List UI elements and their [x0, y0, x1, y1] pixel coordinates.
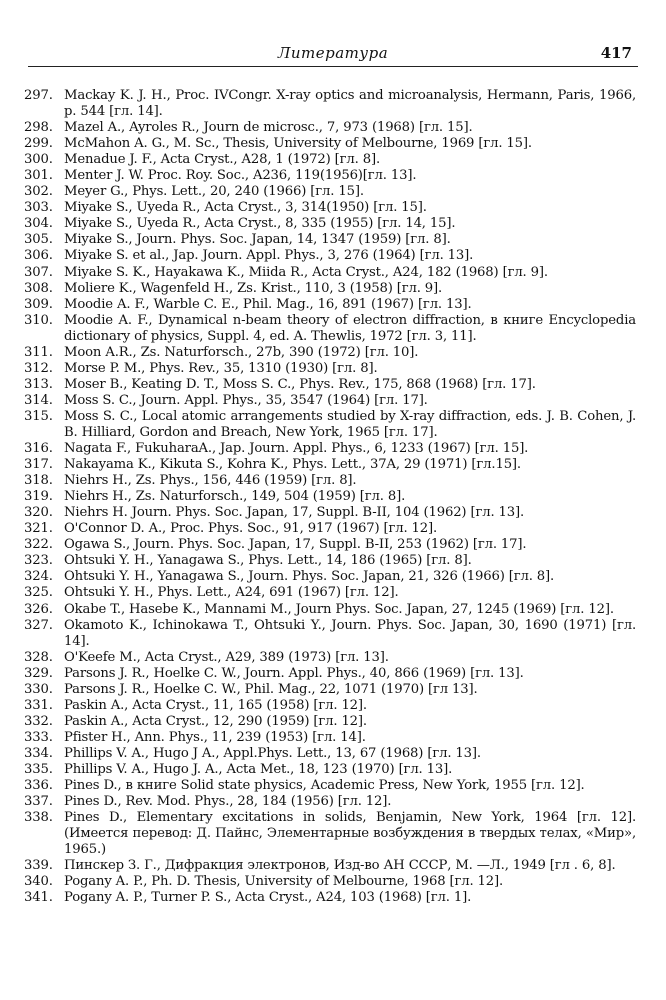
reference-entry [24, 200, 636, 216]
reference-entry [24, 746, 636, 762]
reference-text: Menadue J. F., Acta Cryst., A28, 1 (1972) [гл. 8]. [64, 152, 381, 168]
reference-text: Phillips V. A., Hugo J A., Appl.Phys. Lett., 13, 67 (1968) [гл. 13]. [64, 745, 481, 761]
page-number: 417 [600, 44, 632, 62]
reference-entry [24, 377, 636, 393]
reference-text: Menter J. W. Proc. Roy. Soc., A236, 119(1956)[гл. 13]. [64, 168, 417, 184]
reference-text: Okabe T., Hasebe K., Mannami M., Journ Phys. Soc. Japan, 27, 1245 (1969) [гл. 12]. [64, 601, 614, 617]
reference-number: 329. [24, 665, 53, 681]
reference-entry [24, 265, 636, 281]
reference-number: 335. [24, 761, 53, 777]
reference-number: 300. [24, 152, 53, 168]
reference-text: Pfister H., Ann. Phys., 11, 239 (1953) [гл. 14]. [64, 729, 366, 745]
reference-entry [24, 88, 636, 120]
reference-text: Moliere K., Wagenfeld H., Zs. Krist., 110, 3 (1958) [гл. 9]. [64, 280, 443, 296]
reference-entry [24, 714, 636, 730]
reference-entry [24, 441, 636, 457]
reference-number: 324. [24, 569, 53, 585]
reference-number: 309. [24, 296, 53, 312]
reference-entry [24, 553, 636, 569]
reference-number: 299. [24, 136, 53, 152]
reference-entry [24, 409, 636, 441]
reference-text: Miyake S., Journ. Phys. Soc. Japan, 14, 1347 (1959) [гл. 8]. [64, 232, 451, 248]
reference-number: 304. [24, 216, 53, 232]
reference-entry [24, 874, 636, 890]
reference-entry [24, 281, 636, 297]
reference-entry [24, 537, 636, 553]
reference-text: Parsons J. R., Hoelke C. W., Phil. Mag., 22, 1071 (1970) [гл 13]. [64, 681, 478, 697]
reference-text: Pines D., Rev. Mod. Phys., 28, 184 (1956) [гл. 12]. [64, 794, 392, 810]
reference-entry [24, 232, 636, 248]
reference-number: 312. [24, 360, 53, 376]
reference-entry [24, 618, 636, 650]
reference-entry [24, 778, 636, 794]
reference-number: 315. [24, 408, 53, 424]
reference-number: 307. [24, 264, 53, 280]
reference-entry [24, 666, 636, 682]
reference-number: 302. [24, 184, 53, 200]
reference-entry [24, 890, 636, 906]
reference-text: McMahon A. G., M. Sc., Thesis, University of Melbourne, 1969 [гл. 15]. [64, 136, 532, 152]
reference-text: Ohtsuki Y. H., Yanagawa S., Phys. Lett., 14, 186 (1965) [гл. 8]. [64, 553, 472, 569]
reference-text: Ohtsuki Y. H., Phys. Lett., A24, 691 (1967) [гл. 12]. [64, 585, 399, 601]
reference-number: 326. [24, 601, 53, 617]
reference-text: Niehrs H., Zs. Phys., 156, 446 (1959) [гл. 8]. [64, 473, 357, 489]
reference-entry [24, 393, 636, 409]
reference-text: Niehrs H. Journ. Phys. Soc. Japan, 17, Suppl. B-II, 104 (1962) [гл. 13]. [64, 505, 525, 521]
reference-number: 319. [24, 489, 53, 505]
reference-entry [24, 473, 636, 489]
reference-number: 308. [24, 280, 53, 296]
reference-text: Pines D., в книге Solid state physics, Academic Press, New York, 1955 [гл. 12]. [64, 778, 585, 794]
reference-number: 301. [24, 168, 53, 184]
reference-text: Moon A.R., Zs. Naturforsch., 27b, 390 (1972) [гл. 10]. [64, 344, 419, 360]
reference-text: Meyer G., Phys. Lett., 20, 240 (1966) [гл. 15]. [64, 184, 364, 200]
reference-entry [24, 521, 636, 537]
reference-text: Moser B., Keating D. T., Moss S. C., Phys. Rev., 175, 868 (1968) [гл. 17]. [64, 376, 536, 392]
reference-text: Paskin A., Acta Cryst., 12, 290 (1959) [гл. 12]. [64, 713, 367, 729]
reference-number: 313. [24, 376, 53, 392]
reference-number: 306. [24, 248, 53, 264]
reference-number: 334. [24, 745, 53, 761]
reference-text: O'Connor D. A., Proc. Phys. Soc., 91, 917 (1967) [гл. 12]. [64, 521, 438, 537]
reference-entry [24, 152, 636, 168]
reference-number: 325. [24, 585, 53, 601]
reference-entry [24, 361, 636, 377]
reference-number: 330. [24, 681, 53, 697]
reference-entry [24, 602, 636, 618]
reference-text: Moss S. C., Local atomic arrangements studied by X-ray diffraction, eds. J. B. Cohen, J. B. Hilliard, Gordon and Breach, New York, 1965 [гл. 17]. [64, 408, 636, 440]
reference-entry [24, 569, 636, 585]
reference-list [24, 88, 636, 906]
reference-entry [24, 794, 636, 810]
running-header [28, 40, 638, 67]
reference-number: 336. [24, 778, 53, 794]
reference-text: Morse P. M., Phys. Rev., 35, 1310 (1930) [гл. 8]. [64, 360, 378, 376]
reference-entry [24, 168, 636, 184]
reference-text: Paskin A., Acta Cryst., 11, 165 (1958) [гл. 12]. [64, 697, 367, 713]
reference-text: Niehrs H., Zs. Naturforsch., 149, 504 (1959) [гл. 8]. [64, 489, 406, 505]
reference-entry [24, 682, 636, 698]
reference-number: 320. [24, 505, 53, 521]
reference-text: Okamoto K., Ichinokawa T., Ohtsuki Y., Journ. Phys. Soc. Japan, 30, 1690 (1971) [гл. 14]. [64, 617, 636, 649]
reference-entry [24, 313, 636, 345]
reference-number: 338. [24, 810, 53, 826]
reference-entry [24, 730, 636, 746]
reference-number: 317. [24, 457, 53, 473]
reference-text: Pogany A. P., Ph. D. Thesis, University of Melbourne, 1968 [гл. 12]. [64, 874, 504, 890]
reference-text: Nagata F., FukuharaA., Jap. Journ. Appl. Phys., 6, 1233 (1967) [гл. 15]. [64, 441, 529, 457]
reference-entry [24, 136, 636, 152]
reference-text: Miyake S., Uyeda R., Acta Cryst., 8, 335 (1955) [гл. 14, 15]. [64, 216, 456, 232]
reference-entry [24, 184, 636, 200]
reference-number: 331. [24, 697, 53, 713]
reference-number: 303. [24, 200, 53, 216]
reference-text: Пинскер З. Г., Дифракция электронов, Изд-во АН СССР, М. —Л., 1949 [гл . 6, 8]. [64, 858, 616, 874]
reference-text: Mazel A., Ayroles R., Journ de microsc., 7, 973 (1968) [гл. 15]. [64, 120, 473, 136]
reference-text: Moodie A. F., Dynamical n-beam theory of electron diffraction, в книге Encyclopedia dictionary of physics, Suppl. 4, ed. A. Thewlis, 1972 [гл. 3, 11]. [64, 312, 636, 344]
reference-text: Pogany A. P., Turner P. S., Acta Cryst., A24, 103 (1968) [гл. 1]. [64, 890, 472, 906]
reference-text: Parsons J. R., Hoelke C. W., Journ. Appl. Phys., 40, 866 (1969) [гл. 13]. [64, 665, 524, 681]
reference-text: Phillips V. A., Hugo J. A., Acta Met., 18, 123 (1970) [гл. 13]. [64, 761, 453, 777]
reference-number: 321. [24, 521, 53, 537]
reference-entry [24, 248, 636, 264]
reference-entry [24, 810, 636, 858]
reference-entry [24, 650, 636, 666]
reference-text: Nakayama K., Kikuta S., Kohra K., Phys. Lett., 37A, 29 (1971) [гл.15]. [64, 457, 521, 473]
reference-number: 316. [24, 441, 53, 457]
reference-entry [24, 505, 636, 521]
reference-entry [24, 297, 636, 313]
reference-text: Moss S. C., Journ. Appl. Phys., 35, 3547 (1964) [гл. 17]. [64, 392, 428, 408]
reference-entry [24, 489, 636, 505]
reference-text: O'Keefe M., Acta Cryst., A29, 389 (1973) [гл. 13]. [64, 649, 389, 665]
reference-text: Pines D., Elementary excitations in solids, Benjamin, New York, 1964 [гл. 12]. (Имеется перевод: Д. Пайнс, Элементарные возбуждения в твердых телах, «Мир», 1965.) [64, 810, 636, 858]
reference-number: 327. [24, 617, 53, 633]
reference-entry [24, 858, 636, 874]
reference-text: Miyake S. et al., Jap. Journ. Appl. Phys., 3, 276 (1964) [гл. 13]. [64, 248, 474, 264]
reference-number: 322. [24, 537, 53, 553]
reference-number: 340. [24, 874, 53, 890]
reference-entry [24, 216, 636, 232]
running-header-title: Литература [277, 44, 389, 62]
reference-number: 305. [24, 232, 53, 248]
reference-entry [24, 762, 636, 778]
reference-number: 310. [24, 312, 53, 328]
reference-number: 318. [24, 473, 53, 489]
reference-text: Mackay K. J. H., Proc. IVCongr. X-ray optics and microanalysis, Hermann, Paris, 1966, p. 544 [гл. 14]. [64, 88, 636, 120]
reference-number: 337. [24, 794, 53, 810]
reference-entry [24, 457, 636, 473]
reference-text: Ogawa S., Journ. Phys. Soc. Japan, 17, Suppl. B-II, 253 (1962) [гл. 17]. [64, 537, 527, 553]
reference-number: 333. [24, 729, 53, 745]
reference-number: 332. [24, 713, 53, 729]
reference-number: 341. [24, 890, 53, 906]
reference-entry [24, 345, 636, 361]
reference-number: 298. [24, 120, 53, 136]
reference-entry [24, 585, 636, 601]
reference-text: Miyake S. K., Hayakawa K., Miida R., Acta Cryst., A24, 182 (1968) [гл. 9]. [64, 264, 548, 280]
reference-text: Moodie A. F., Warble C. E., Phil. Mag., 16, 891 (1967) [гл. 13]. [64, 296, 472, 312]
reference-number: 297. [24, 88, 53, 103]
reference-number: 311. [24, 344, 53, 360]
reference-entry [24, 698, 636, 714]
reference-entry [24, 120, 636, 136]
reference-number: 339. [24, 858, 53, 874]
reference-text: Ohtsuki Y. H., Yanagawa S., Journ. Phys. Soc. Japan, 21, 326 (1966) [гл. 8]. [64, 569, 555, 585]
reference-number: 323. [24, 553, 53, 569]
reference-number: 328. [24, 649, 53, 665]
reference-number: 314. [24, 392, 53, 408]
reference-text: Miyake S., Uyeda R., Acta Cryst., 3, 314(1950) [гл. 15]. [64, 200, 427, 216]
